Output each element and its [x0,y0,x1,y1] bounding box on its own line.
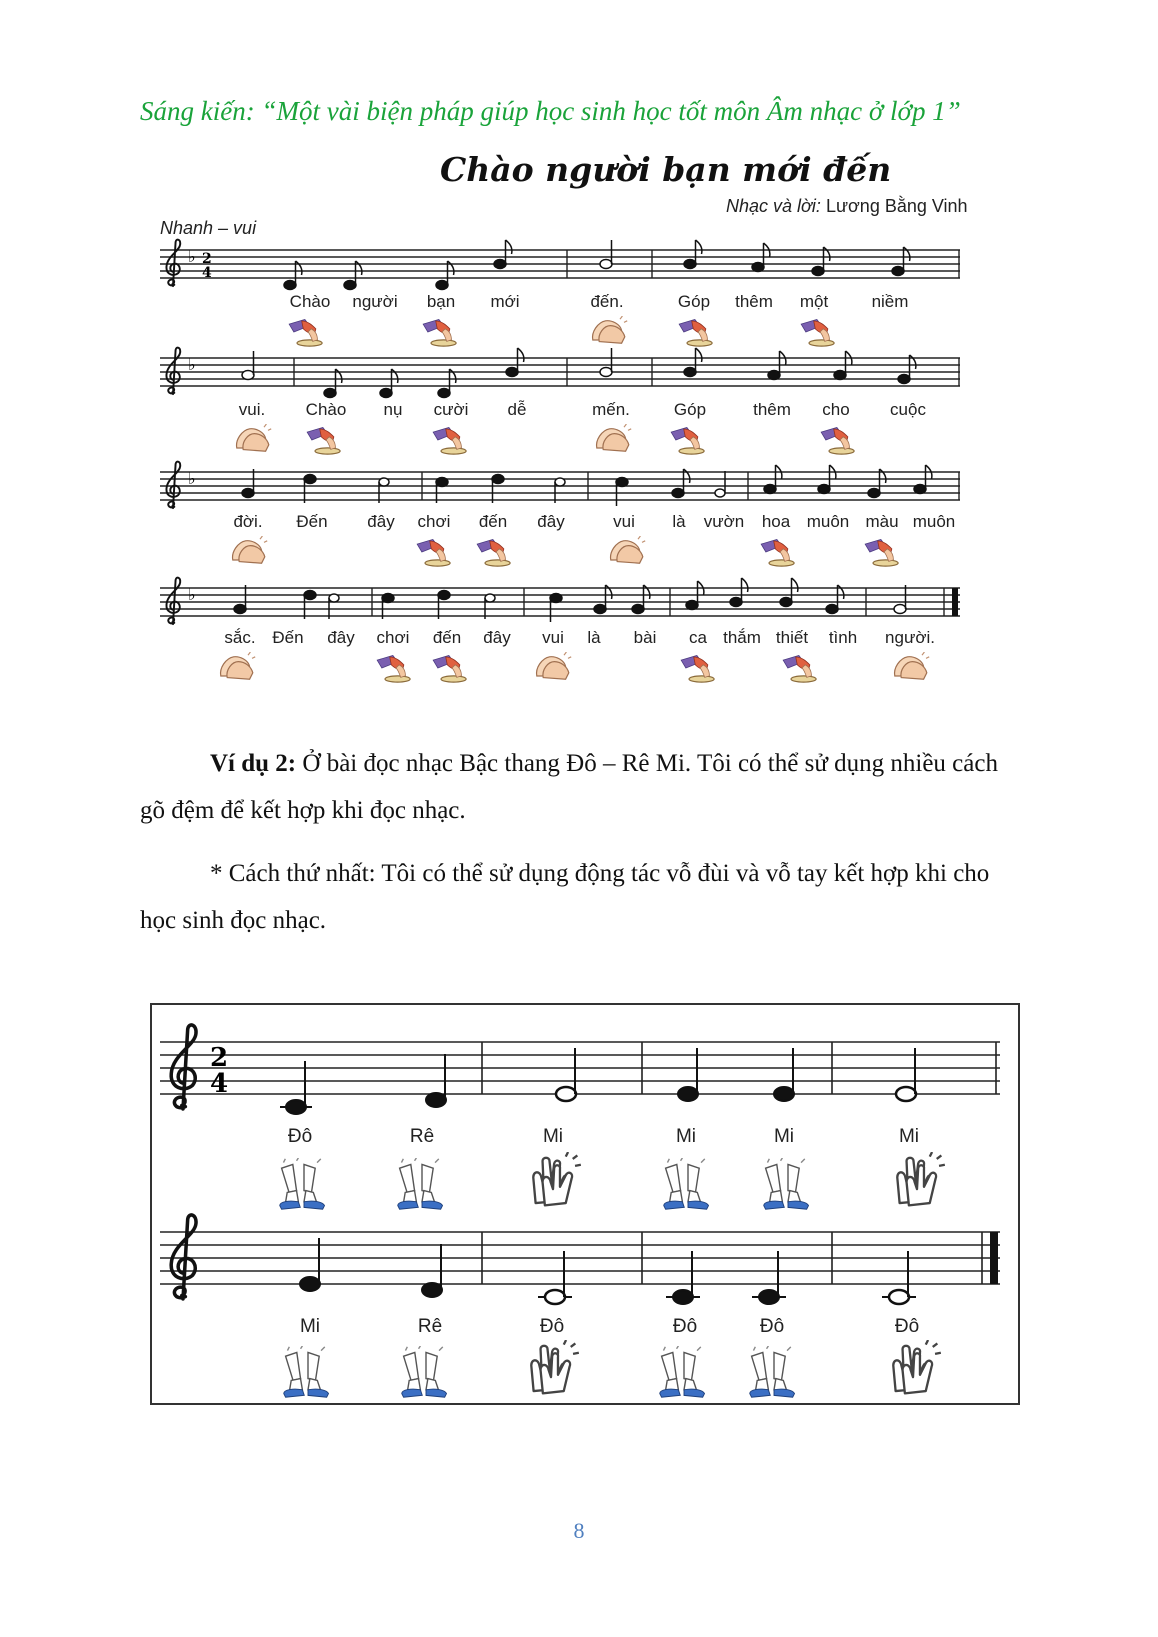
solfege-syllable: Đô [894,1316,920,1337]
lyric-word: chơi [417,512,451,531]
drum-icon [818,424,862,456]
lyric-word: Chào [305,400,347,419]
composer-credit [726,196,968,217]
hand-clap-icon [888,1152,946,1210]
lyric-word: bài [633,628,657,647]
thigh-pat-icon [398,1346,454,1400]
lyric-word: mến. [592,400,630,419]
lyric-word: người. [885,628,935,647]
lyric-word: niềm [871,292,909,311]
composer-label: Nhạc và lời: [726,196,821,216]
hand-clap-icon [884,1340,942,1398]
lyric-word: chơi [376,628,410,647]
lyric-word: ca [689,628,707,647]
drum-icon [374,652,418,684]
lyric-word: đây [327,628,355,647]
example-label: Ví dụ 2: [210,750,297,777]
svg-text:4: 4 [202,265,212,281]
song1-staff-3 [160,466,960,516]
lyric-word: cuộc [890,400,926,419]
drum-icon [678,652,722,684]
tempo-marking: Nhanh – vui [160,218,257,238]
lyric-word: màu [865,512,899,531]
solfege-syllable: Mi [675,1126,697,1147]
solfege-syllable: Rê [417,1316,443,1337]
lyric-word: muôn [912,512,956,531]
lyric-word: người [352,292,398,311]
page-number: 8 [573,1518,585,1543]
lyric-word: nụ [383,400,403,419]
clap-icon [888,652,932,684]
drum-icon [414,536,458,568]
lyric-word: Đến [296,512,328,531]
lyric-word: mới [490,292,520,311]
solfege-syllable: Đô [287,1126,313,1147]
lyric-word: thêm [753,400,791,419]
song2-staff-2 [160,1226,1000,1310]
lyric-word: vui [542,628,564,647]
solfege-syllable: Đô [672,1316,698,1337]
solfege-syllable: Đô [539,1316,565,1337]
clap-icon [214,652,258,684]
drum-icon [430,652,474,684]
drum-icon [286,316,330,348]
hand-clap-icon [524,1152,582,1210]
solfege-syllable: Mi [299,1316,321,1337]
lyric-word: cười [433,400,469,419]
paragraph-method-1 [140,850,1020,944]
lyric-word: sắc. [224,628,256,647]
svg-text:♭: ♭ [188,469,196,488]
thigh-pat-icon [660,1158,716,1212]
thigh-pat-icon [760,1158,816,1212]
clap-icon [230,424,274,456]
thigh-pat-icon [280,1346,336,1400]
svg-text:♭: ♭ [188,247,196,266]
lyric-word: vườn [703,512,745,531]
drum-icon [474,536,518,568]
lyric-word: vui. [238,400,266,419]
song1-staff-2 [160,352,960,402]
clap-icon [530,652,574,684]
paragraph-example-2 [140,740,1020,834]
thigh-pat-icon [276,1158,332,1212]
lyric-word: dễ [507,400,527,419]
drum-icon [798,316,842,348]
thigh-pat-icon [394,1158,450,1212]
lyric-word: đời. [233,512,263,531]
drum-icon [420,316,464,348]
lyric-word: là [672,512,686,531]
solfege-syllable: Mi [898,1126,920,1147]
drum-icon [430,424,474,456]
svg-text:♭: ♭ [188,355,196,374]
svg-text:♭: ♭ [188,585,196,604]
lyric-word: Góp [677,292,711,311]
method-text: * Cách thứ nhất: Tôi có thể sử dụng động tác vỗ đùi và vỗ tay kết hợp khi cho học sinh đọc nhạc. [140,860,990,934]
solfege-syllable: Mi [542,1126,564,1147]
lyric-word: Góp [673,400,707,419]
lyric-word: Đến [272,628,304,647]
song-title: Chào người bạn mới đến [440,150,892,189]
clap-icon [226,536,270,568]
lyric-word: thêm [735,292,773,311]
composer-name: Lương Bằng Vinh [825,196,968,216]
lyric-word: một [799,292,829,311]
solfege-syllable: Đô [759,1316,785,1337]
lyric-word: thắm [723,628,761,647]
drum-icon [862,536,906,568]
lyric-word: cho [822,400,850,419]
lyric-word: là [587,628,601,647]
lyric-word: đây [367,512,395,531]
drum-icon [668,424,712,456]
lyric-word: vui [613,512,635,531]
lyric-word: đây [537,512,565,531]
solfege-syllable: Mi [773,1126,795,1147]
lyric-word: Chào [289,292,331,311]
thigh-pat-icon [746,1346,802,1400]
example-text: Ở bài đọc nhạc Bậc thang Đô – Rê Mi. Tôi có thể sử dụng nhiều cách gõ đệm để kết hợp khi đọc nhạc. [140,750,998,824]
lyric-word: bạn [426,292,456,311]
clap-icon [586,316,630,348]
drum-icon [758,536,802,568]
drum-icon [304,424,348,456]
svg-text:4: 4 [210,1069,229,1099]
lyric-word: đến. [590,292,624,311]
lyric-word: đến [478,512,508,531]
lyric-word: tình [828,628,858,647]
lyric-word: muôn [806,512,850,531]
song2-staff-1 [160,1036,1000,1116]
lyric-word: hoa [761,512,791,531]
clap-icon [590,424,634,456]
song1-staff-4 [160,582,960,632]
hand-clap-icon [522,1340,580,1398]
document-header: Sáng kiến: “Một vài biện pháp giúp học sinh học tốt môn Âm nhạc ở lớp 1” [140,96,961,126]
lyric-word: đây [483,628,511,647]
svg-text:2: 2 [210,1043,229,1073]
thigh-pat-icon [656,1346,712,1400]
drum-icon [780,652,824,684]
song1-staff-1 [160,244,960,294]
svg-text:2: 2 [202,251,212,267]
clap-icon [604,536,648,568]
lyric-word: đến [432,628,462,647]
lyric-word: thiết [775,628,809,647]
drum-icon [676,316,720,348]
solfege-syllable: Rê [409,1126,435,1147]
